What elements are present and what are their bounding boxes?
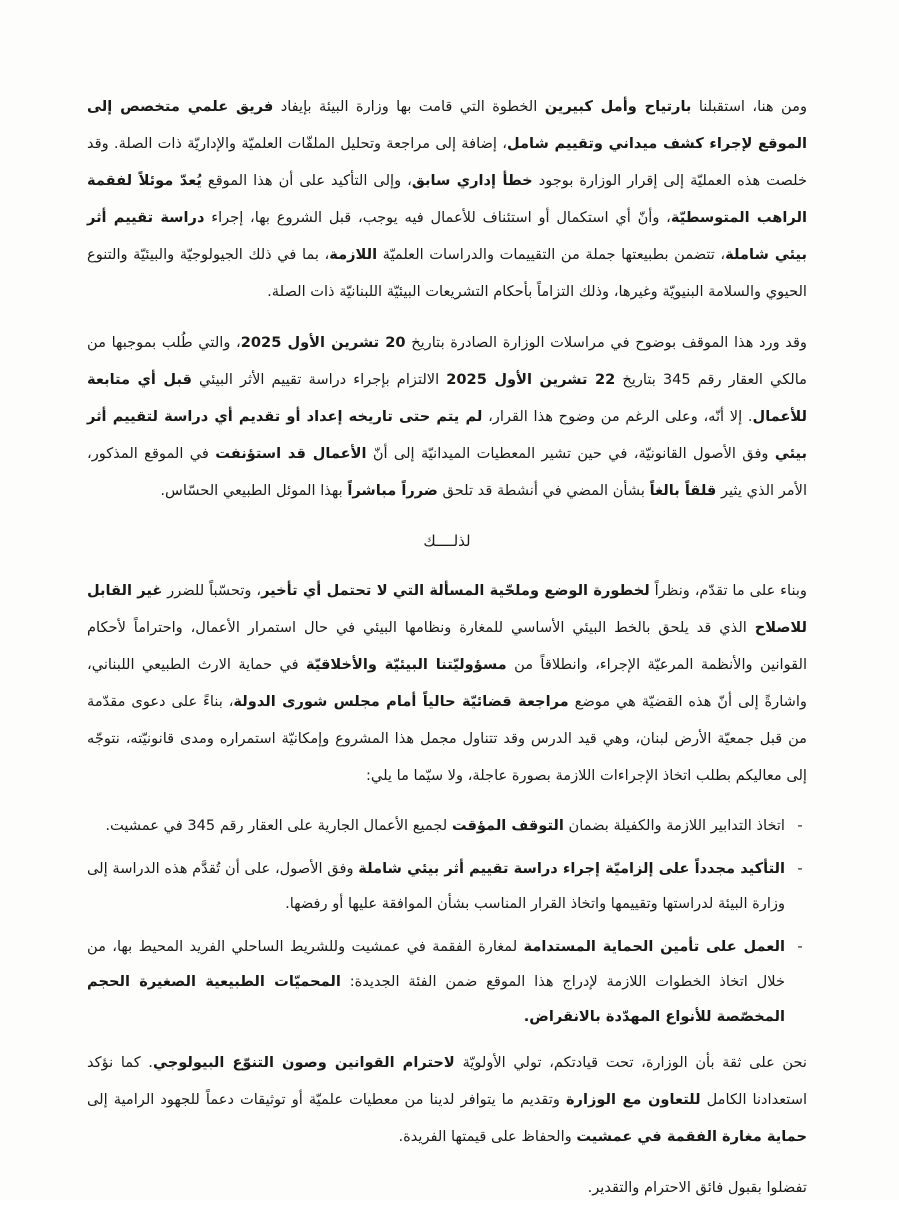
emphasized-text: مسؤوليّتنا البيئيّة والأخلاقيّة	[306, 656, 507, 673]
paragraph-request	[87, 572, 807, 794]
bullet-dash: -	[797, 817, 803, 834]
emphasized-text: 20 تشرين الأول 2025	[240, 334, 406, 351]
emphasized-text: المحميّات الطبيعية الصغيرة الحجم المخصّصة للأنواع المهدّدة بالانقراض.	[87, 973, 785, 1025]
text-run: ، إضافة إلى مراجعة وتحليل الملفّات العلميّة والإداريّة ذات الصلة. وقد خلصت هذه العمليّة إلى إقرار الوزارة بوجود	[87, 135, 807, 189]
emphasized-text: خطأ إداري سابق	[411, 172, 533, 189]
text-run: ، بما في ذلك الجيولوجيّة والبيئيّة والتنوع الحيوي والسلامة البنيويّة وغيرها، وذلك التزاماً بأحكام التشريعات البيئيّة اللبنانيّة ذات الصلة.	[87, 246, 807, 300]
list-item-text	[87, 860, 785, 912]
list-item	[87, 929, 807, 1034]
text-run: ، وتحسّباً للضرر	[162, 582, 262, 599]
emphasized-text: يُعدّ موئلاً لفقمة الراهب المتوسطيّة	[87, 172, 807, 226]
list-item	[87, 808, 807, 843]
text-run: لمغارة الفقمة في عمشيت وللشريط الساحلي الفريد المحيط بها، من خلال اتخاذ الخطوات اللازمة لإدراج هذا الموقع ضمن الفئة الجديدة:	[87, 938, 785, 990]
text-run: ، وإلى التأكيد على أن هذا الموقع	[201, 172, 412, 189]
request-list	[87, 808, 807, 1034]
emphasized-text: مراجعة قضائيّة حالياً أمام مجلس شورى الدولة	[233, 693, 569, 710]
emphasized-text: فريق علمي متخصص إلى الموقع لإجراء كشف ميداني وتقييم شامل	[87, 98, 807, 152]
list-item	[87, 851, 807, 921]
text-run: وتقديم ما يتوافر لدينا من معطيات علميّة أو توثيقات دعماً للجهود الرامية إلى	[87, 1091, 566, 1108]
emphasized-text: غير القابل للاصلاح	[87, 582, 807, 636]
text-run: والحفاظ على قيمتها الفريدة.	[398, 1128, 577, 1145]
paragraph-ministry-step	[87, 88, 807, 310]
text-run: وفق الأصول، على أن تُقدَّم هذه الدراسة إلى وزارة البيئة لدراستها وتقييمها واتخاذ القرار المناسب بشأن الموافقة عليها أو رفضها.	[87, 860, 785, 912]
paragraph-commitment	[87, 1044, 807, 1155]
emphasized-text: دراسة تقييم أثر بيئي شاملة	[87, 209, 807, 263]
text-run: الالتزام بإجراء دراسة تقييم الأثر البيئي	[191, 371, 447, 388]
closing-line: تفضلوا بقبول فائق الاحترام والتقدير.	[587, 1179, 807, 1196]
emphasized-text: حماية مغارة الفقمة في عمشيت	[576, 1128, 807, 1145]
text-run: وفق الأصول القانونيّة، في حين تشير المعطيات الميدانيّة إلى أنّ	[366, 445, 775, 462]
emphasized-text: العمل على تأمين الحماية المستدامة	[523, 938, 785, 955]
emphasized-text: لخطورة الوضع وملحّية المسألة التي لا تحتمل أي تأخير	[261, 582, 650, 599]
text-run: الخطوة التي قامت بها وزارة البيئة بإيفاد	[273, 98, 545, 115]
text-run: وبناء على ما تقدّم، ونظراً	[649, 582, 807, 599]
text-run: بشأن المضي في أنشطة قد تلحق	[437, 482, 650, 499]
text-run: . إلا أنّه، وعلى الرغم من وضوح هذا القرار،	[482, 408, 753, 425]
emphasized-text: للتعاون مع الوزارة	[565, 1091, 701, 1108]
text-run: وقد ورد هذا الموقف بوضوح في مراسلات الوزارة الصادرة بتاريخ	[405, 334, 807, 351]
paragraph-ministry-correspondence	[87, 324, 807, 509]
emphasized-text: اللازمة	[329, 246, 378, 263]
letter-body	[87, 88, 807, 1220]
emphasized-text: لم يتم حتى تاريخه إعداد أو تقديم أي دراسة لتقييم أثر بيئي	[87, 408, 807, 462]
text-run: في الموقع المذكور، الأمر الذي يثير	[87, 445, 807, 499]
text-run: . كما نؤكد استعدادنا الكامل	[87, 1054, 807, 1108]
emphasized-text: الأعمال قد استؤنفت	[215, 445, 367, 462]
text-run: ، بناءً على دعوى مقدّمة من قبل جمعيّة الأرض لبنان، وهي قيد الدرس وقد تتناول مجمل هذا المشروع وإمكانيّة استمراره ومدى قانونيّته، نتوجّه إلى معاليكم بطلب اتخاذ الإجراءات اللازمة بصورة عاجلة، ولا سيّما ما يلي:	[87, 693, 807, 784]
emphasized-text: بارتياح وأمل كبيرين	[544, 98, 692, 115]
emphasized-text: قلقاً بالغاً	[649, 482, 717, 499]
text-run: لجميع الأعمال الجارية على العقار رقم 345 في عمشيت.	[105, 817, 452, 834]
emphasized-text: 22 تشرين الأول 2025	[446, 371, 616, 388]
emphasized-text: ضرراً مباشراً	[347, 482, 438, 499]
text-run: في حماية الارث الطبيعي اللبناني، واشارةً إلى أنّ هذه القضيّة هي موضع	[87, 656, 807, 710]
section-heading: لذلــــك	[423, 532, 471, 550]
bullet-dash: -	[797, 938, 803, 955]
list-item-text	[105, 817, 785, 834]
emphasized-text: لاحترام القوانين وصون التنوّع البيولوجي	[152, 1054, 455, 1071]
text-run: ، والتي طُلب بموجبها من مالكي العقار رقم 345 بتاريخ	[87, 334, 807, 388]
text-run: نحن على ثقة بأن الوزارة، تحت قيادتكم، تولي الأولويّة	[454, 1054, 807, 1071]
bullet-dash: -	[797, 860, 803, 877]
text-run: ، وأنّ أي استكمال أو استئناف للأعمال فيه يوجب، قبل الشروع بها، إجراء	[204, 209, 671, 226]
text-run: ، تتضمن بطبيعتها جملة من التقييمات والدراسات العلميّة	[377, 246, 726, 263]
text-run: ومن هنا، استقبلنا	[691, 98, 807, 115]
text-run: بهذا الموئل الطبيعي الحسّاس.	[160, 482, 348, 499]
list-item-text	[87, 938, 785, 1025]
emphasized-text: قبل أي متابعة للأعمال	[87, 371, 807, 425]
text-run: الذي قد يلحق بالخط البيئي الأساسي للمغارة ونظامها البيئي في حال استمرار الأعمال، واحتراماً لأحكام القوانين والأنظمة المرعيّة الإجراء، وانطلاقاً من	[87, 619, 808, 673]
emphasized-text: التوقف المؤقت	[451, 817, 564, 834]
emphasized-text: التأكيد مجدداً على إلزاميّة إجراء دراسة تقييم أثر بيئي شاملة	[358, 860, 786, 877]
text-run: اتخاذ التدابير اللازمة والكفيلة بضمان	[563, 817, 785, 834]
